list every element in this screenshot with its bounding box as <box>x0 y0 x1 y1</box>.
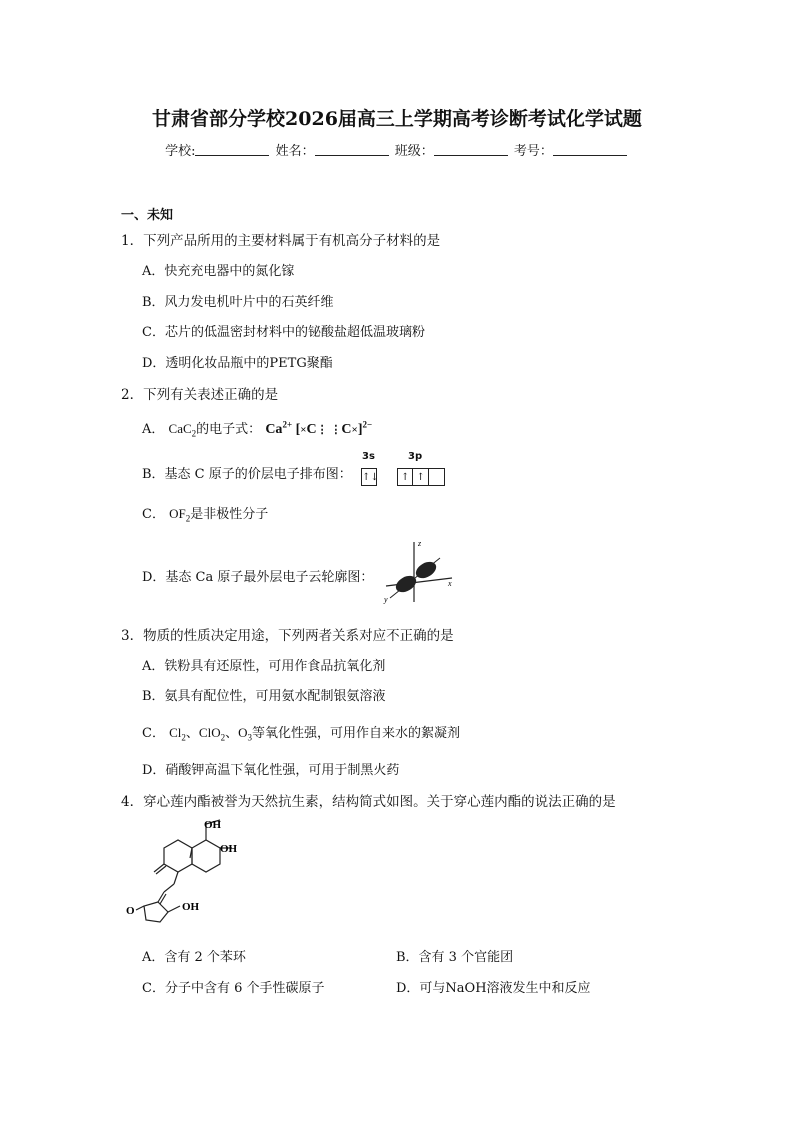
oh-label-2: OH <box>220 843 238 855</box>
student-info-line <box>0 140 794 159</box>
question-text: 物质的性质决定用途，下列两者关系对应不正确的是 <box>143 628 454 644</box>
orbital-box-3p-3 <box>429 468 445 486</box>
q4-option-c: C．分子中含有 6 个手性碳原子 <box>142 981 325 996</box>
axis-y-label: y <box>384 595 388 604</box>
name-blank <box>315 143 389 156</box>
q1-option-d: D．透明化妆品瓶中的PETG聚酯 <box>142 356 333 371</box>
lewis-ca: Ca <box>265 422 283 437</box>
name-label: 姓名： <box>275 144 315 159</box>
axis-x-label: x <box>448 579 452 588</box>
bond-exo-2 <box>156 866 166 874</box>
q1-option-b: B．风力发电机叶片中的石英纤维 <box>142 295 334 310</box>
question-text: 下列有关表述正确的是 <box>143 387 279 403</box>
ring-left <box>164 840 192 872</box>
q2-option-b <box>142 463 352 482</box>
orbital-box-3p-2: ↑ <box>413 468 429 486</box>
question-text: 下列产品所用的主要材料属于有机高分子材料的是 <box>143 233 441 249</box>
option-label: C． <box>142 726 165 741</box>
option-text: 是非极性分子 <box>190 507 269 522</box>
separator: 、 <box>225 726 239 741</box>
x-axis <box>386 578 452 586</box>
lewis-ca-charge: 2+ <box>282 419 293 430</box>
option-label: A． <box>142 422 165 437</box>
q3-option-d: D．硝酸钾高温下氧化性强，可用于制黑火药 <box>142 763 400 778</box>
formula-base: O <box>238 725 248 740</box>
class-blank <box>434 143 508 156</box>
bond-exo <box>154 864 164 872</box>
bond-chain-2 <box>164 884 174 892</box>
q4-option-a: A．含有 2 个苯环 <box>142 950 246 965</box>
q1-option-a: A．快充充电器中的氮化镓 <box>142 264 295 279</box>
orbital-diagram <box>361 466 445 486</box>
q3-option-c <box>142 722 460 743</box>
q2-option-a <box>142 418 372 439</box>
question-3-stem <box>121 624 454 644</box>
carbonyl-o-label: O <box>126 905 135 917</box>
separator: 、 <box>185 726 199 741</box>
formula-base: Cl <box>169 725 182 740</box>
bond-chain-1 <box>174 872 178 884</box>
orbital-3p-label: 3p <box>408 451 423 462</box>
cac2-formula <box>168 421 197 439</box>
bond-chain-4 <box>160 894 166 904</box>
electron-cloud-diagram <box>376 536 460 606</box>
question-2-stem <box>121 383 278 403</box>
cl2-formula <box>169 725 186 743</box>
question-4-stem <box>121 790 616 810</box>
bond-carbonyl <box>136 906 144 910</box>
q1-option-c: C．芯片的低温密封材料中的铋酸盐超低温玻璃粉 <box>142 325 425 340</box>
lewis-structure: $Ca^{2+}$ [×C⋮ ⋮C×]$^{2-}$ <box>265 419 373 437</box>
axis-z-label: z <box>418 539 422 548</box>
lewis-carbon-2: C <box>341 422 352 437</box>
q2-option-d <box>142 566 373 585</box>
oh-label-1: OH <box>204 819 222 831</box>
q3-option-a: A．铁粉具有还原性，可用作食品抗氧化剂 <box>142 659 386 674</box>
o3-formula <box>238 725 252 743</box>
q2-option-c <box>142 503 268 524</box>
formula-subscript: 3 <box>247 732 252 743</box>
section-heading: 一、未知 <box>121 208 174 223</box>
clo2-formula <box>198 725 226 743</box>
oh-label-3: OH <box>182 901 200 913</box>
option-text: 等氧化性强，可用作自来水的絮凝剂 <box>251 726 460 741</box>
option-text: 的电子式： <box>196 422 262 437</box>
formula-subscript: 2 <box>181 732 186 743</box>
option-text: B．基态 C 原子的价层电子排布图： <box>142 467 352 482</box>
bond-chain-3 <box>158 892 164 902</box>
exam-number-label: 考号： <box>513 144 553 159</box>
formula-base: ClO <box>198 725 221 740</box>
school-blank <box>195 143 269 156</box>
lewis-carbon-1: C <box>306 422 317 437</box>
orbital-box-3p-1: ↑ <box>397 468 413 486</box>
page-title: 甘肃省部分学校2026届高三上学期高考诊断考试化学试题 <box>152 108 642 130</box>
orbital-3s-label: 3s <box>362 451 375 462</box>
class-label: 班级： <box>394 144 434 159</box>
ring-right <box>192 840 220 872</box>
andrographolide-structure <box>124 818 244 930</box>
formula-base: OF <box>169 506 186 521</box>
q3-option-b: B．氨具有配位性，可用氨水配制银氨溶液 <box>142 689 386 704</box>
question-text: 穿心莲内酯被誉为天然抗生素，结构简式如图。关于穿心莲内酯的说法正确的是 <box>143 794 616 810</box>
bond-oh-3 <box>168 906 180 912</box>
option-text: D．基态 Ca 原子最外层电子云轮廓图： <box>142 570 374 585</box>
lewis-charge: 2− <box>362 419 373 430</box>
q4-option-d: D．可与NaOH溶液发生中和反应 <box>396 981 591 996</box>
orbital-box-3s: ↑↓ <box>361 468 377 486</box>
question-number: 2． <box>121 387 144 403</box>
formula-subscript: 2 <box>185 513 191 524</box>
q4-option-b: B．含有 3 个官能团 <box>396 950 514 965</box>
formula-subscript: 2 <box>191 428 197 439</box>
school-label: 学校: <box>165 144 196 159</box>
lactone-ring <box>144 902 168 922</box>
option-label: C． <box>142 507 165 522</box>
exam-number-blank <box>553 143 627 156</box>
question-number: 1． <box>121 233 144 249</box>
question-number: 3． <box>121 628 144 644</box>
question-1-stem <box>121 229 440 249</box>
question-number: 4． <box>121 794 144 810</box>
of2-formula <box>169 506 191 524</box>
formula-subscript: 2 <box>220 732 226 743</box>
formula-base: CaC <box>168 421 192 436</box>
